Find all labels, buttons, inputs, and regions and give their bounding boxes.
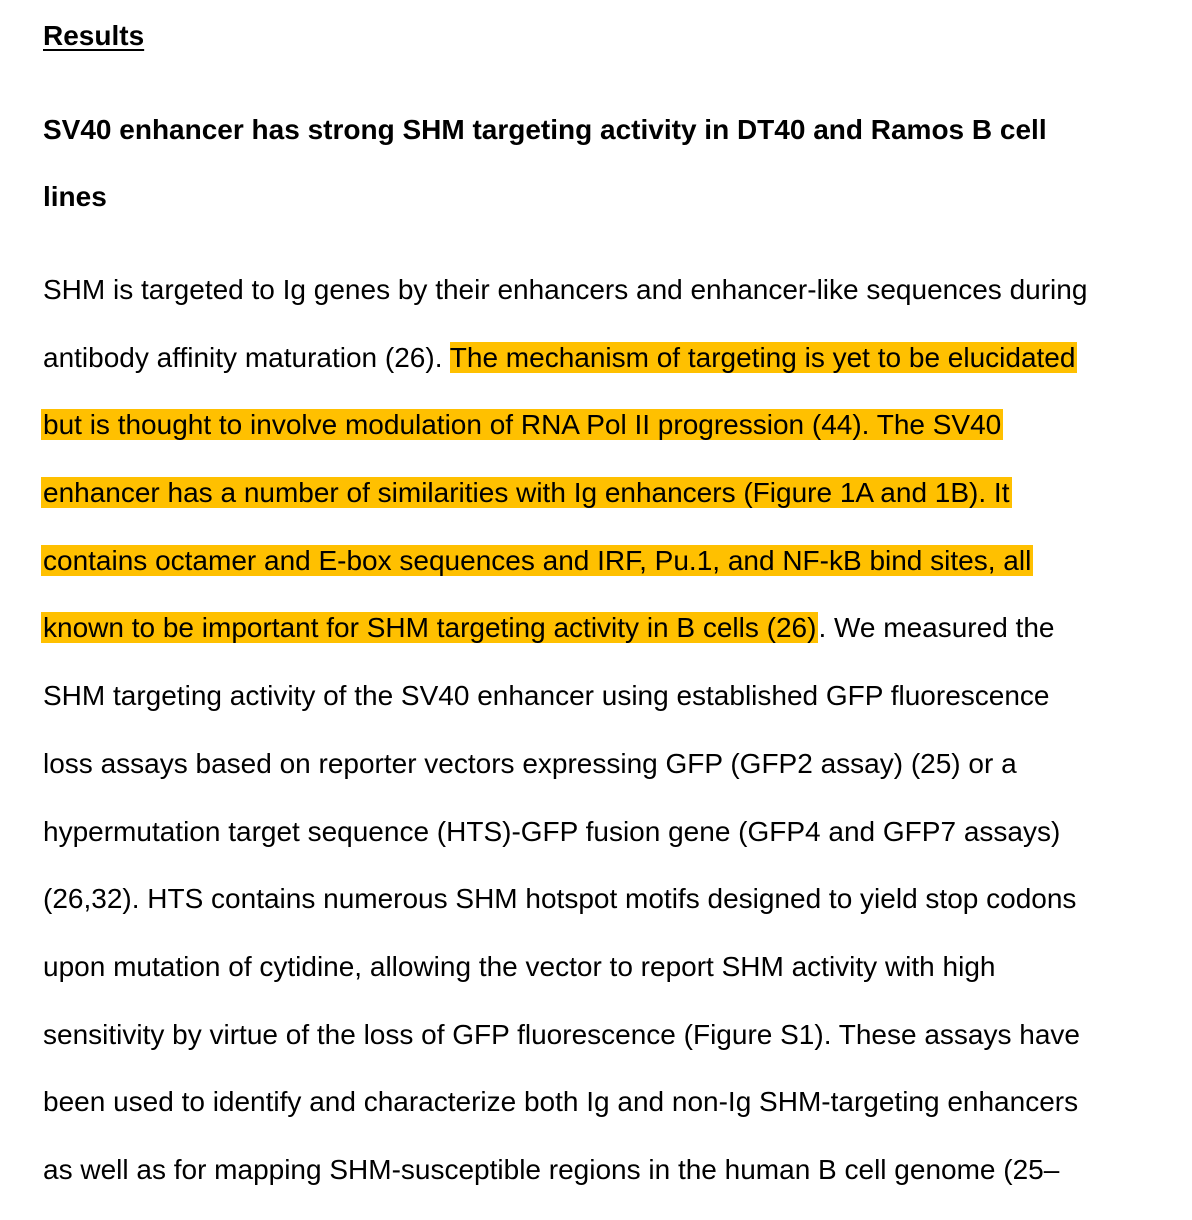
plain-text: hypermutation target sequence (HTS)-GFP fusion gene (GFP4 and GFP7 assays) xyxy=(43,815,1061,847)
text-line xyxy=(43,610,1087,678)
highlighted-text: The mechanism of targeting is yet to be elucidated xyxy=(449,341,1076,373)
subsection-heading-line: lines xyxy=(43,181,107,212)
plain-text: as well as for mapping SHM-susceptible regions in the human B cell genome (25– xyxy=(43,1153,1060,1185)
highlighted-text: known to be important for SHM targeting activity in B cells (26) xyxy=(43,612,817,644)
text-line xyxy=(43,949,1087,1017)
plain-text: been used to identify and characterize both Ig and non-Ig SHM-targeting enhancers xyxy=(43,1086,1079,1118)
subsection-heading-line: SV40 enhancer has strong SHM targeting activity in DT40 and Ramos B cell xyxy=(43,114,1047,145)
text-line xyxy=(43,678,1087,746)
plain-text: . We measured the xyxy=(818,612,1055,644)
highlighted-text: enhancer has a number of similarities with Ig enhancers (Figure 1A and 1B). It xyxy=(43,477,1010,509)
subsection-heading xyxy=(43,112,1047,246)
text-line xyxy=(43,1017,1087,1085)
highlighted-text: but is thought to involve modulation of RNA Pol II progression (44). The SV40 xyxy=(43,409,1002,441)
text-line xyxy=(43,543,1087,611)
text-line xyxy=(43,746,1087,814)
plain-text: sensitivity by virtue of the loss of GFP fluorescence (Figure S1). These assays have xyxy=(43,1018,1080,1050)
plain-text: antibody affinity maturation (26). xyxy=(43,341,450,373)
plain-text: (26,32). HTS contains numerous SHM hotspot motifs designed to yield stop codons xyxy=(43,883,1077,915)
plain-text: loss assays based on reporter vectors expressing GFP (GFP2 assay) (25) or a xyxy=(43,747,1017,779)
text-line xyxy=(43,340,1087,408)
body-paragraph xyxy=(43,272,1087,1220)
text-line xyxy=(43,881,1087,949)
plain-text: SHM is targeted to Ig genes by their enhancers and enhancer-like sequences during xyxy=(43,274,1088,305)
text-line xyxy=(43,475,1087,543)
text-line xyxy=(43,272,1087,340)
text-line xyxy=(43,1084,1087,1152)
plain-text: upon mutation of cytidine, allowing the vector to report SHM activity with high xyxy=(43,950,996,982)
highlighted-text: contains octamer and E-box sequences and IRF, Pu.1, and NF-kB bind sites, all xyxy=(43,544,1032,576)
text-line xyxy=(43,814,1087,882)
section-heading: Results xyxy=(43,20,145,51)
plain-text: SHM targeting activity of the SV40 enhancer using established GFP fluorescence xyxy=(43,680,1050,712)
text-line xyxy=(43,407,1087,475)
text-line xyxy=(43,1152,1087,1220)
